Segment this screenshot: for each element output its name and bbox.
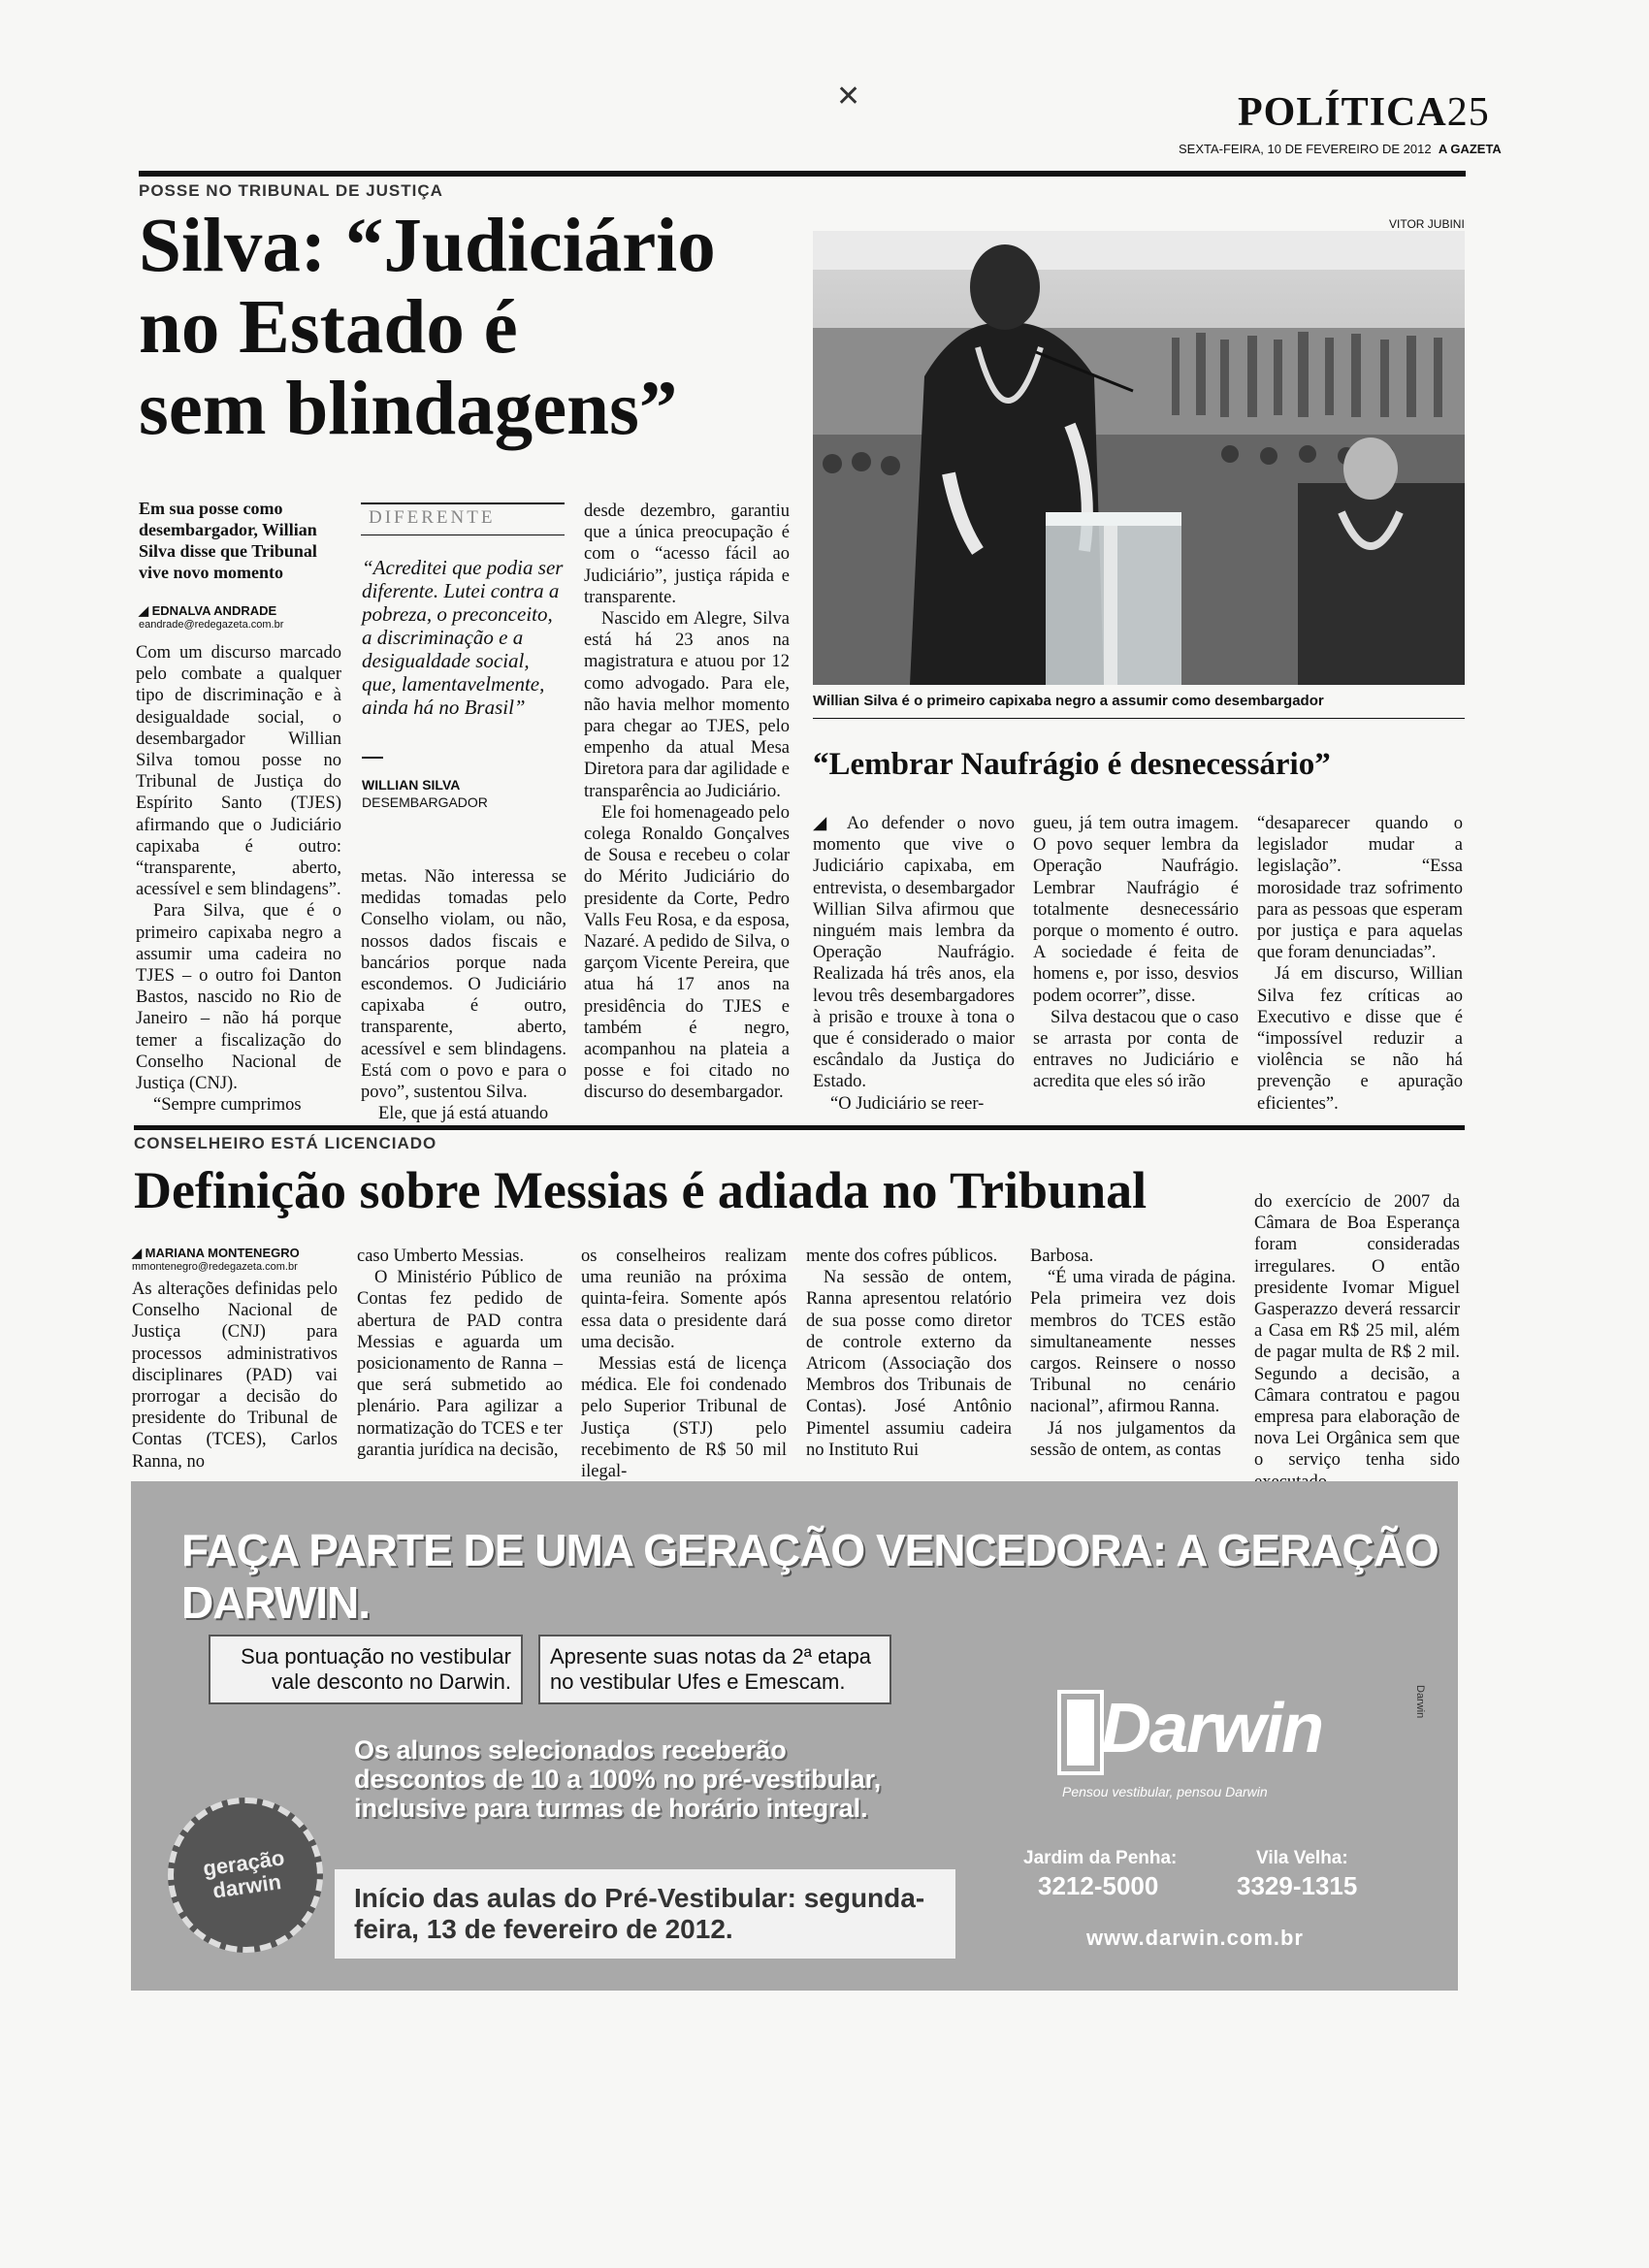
ad-url: www.darwin.com.br — [1086, 1926, 1304, 1950]
article2-col6 — [1254, 1191, 1460, 1493]
ad-headline: FAÇA PARTE DE UMA GERAÇÃO VENCEDORA: A GERAÇÃO DARWIN. — [181, 1525, 1439, 1628]
geracao-badge — [168, 1798, 323, 1953]
quote-attribution — [362, 776, 488, 811]
ad-box2: Apresente suas notas da 2ª etapa no vestibular Ufes e Emescam. — [538, 1635, 891, 1704]
location-1: Jardim da Penha: — [1023, 1848, 1178, 1868]
badge-text: geração darwin — [201, 1845, 286, 1903]
darwin-logo-icon — [1057, 1690, 1104, 1775]
paragraph: “O Judiciário se reer- — [830, 1093, 985, 1114]
paragraph: Com um discurso marcado pelo combate a qualquer tipo de discriminação e à desigualdade social, o desembargador Willian Silva tomou posse no Tribunal de Justiça do Espírito Santo (TJES) afirmando que o Judiciário capixaba é outro: “transparente, aberto, acessível e sem blindagens”. — [136, 643, 341, 900]
darwin-slogan: Pensou vestibular, pensou Darwin — [1062, 1784, 1268, 1799]
article2-col4 — [806, 1246, 1012, 1461]
phone-1: 3212-5000 — [1038, 1871, 1159, 1900]
margin-mark: ✕ — [836, 81, 861, 113]
paragraph: gueu, já tem outra imagem. O povo sequer lembra da Operação Naufrágio. Lembrar Naufrágio é totalmente desnecessário porque o momento é outro. A sociedade é feita de homens e, por isso, desvios podem ocorrer”, disse. — [1033, 814, 1239, 1006]
location-2: Vila Velha: — [1256, 1848, 1348, 1868]
headline-line: no Estado é — [139, 285, 518, 370]
section-name: POLÍTICA — [1238, 90, 1447, 135]
paragraph: desde dezembro, garantiu que a única preocupação é com o “acesso fácil ao Judiciário”, justiça rápida e transparente. — [584, 502, 790, 607]
paragraph: Silva destacou que o caso se arrasta por conta de entraves no Judiciário e acredita que eles só irão — [1033, 1007, 1239, 1092]
sidebar-headline: “Lembrar Naufrágio é desnecessário” — [813, 747, 1331, 782]
article1-col3 — [584, 501, 790, 1104]
darwin-ad — [131, 1481, 1458, 1991]
quote-label: DIFERENTE — [369, 507, 496, 528]
date-text: SEXTA-FEIRA, 10 DE FEVEREIRO DE 2012 — [1179, 142, 1432, 156]
darwin-brand: Darwin — [1101, 1690, 1323, 1767]
article-photo — [813, 231, 1465, 685]
article1-deck: Em sua posse como desembargador, Willian Silva disse que Tribunal vive novo momento — [139, 499, 317, 582]
paragraph: “desaparecer quando o legislador mudar a legislação”. “Essa morosidade traz sofrimento para as pessoas que esperam por justiça e para aquelas que foram denunciadas”. — [1257, 814, 1463, 963]
paragraph: Ele, que já está atuando — [378, 1104, 549, 1124]
article1-email: eandrade@redegazeta.com.br — [139, 619, 284, 631]
headline-line: Silva: “Judiciário — [139, 204, 716, 288]
quote-name: WILLIAN SILVA — [362, 777, 461, 793]
paragraph: mente dos cofres públicos. — [806, 1247, 998, 1266]
page-number: 25 — [1446, 90, 1490, 135]
phone-2: 3329-1315 — [1237, 1871, 1358, 1900]
article1-kicker: POSSE NO TRIBUNAL DE JUSTIÇA — [139, 181, 443, 200]
quote-role: DESEMBARGADOR — [362, 794, 488, 810]
article2-col5 — [1030, 1246, 1236, 1461]
ad-box1: Sua pontuação no vestibular vale desconto no Darwin. — [209, 1635, 523, 1704]
paragraph: Barbosa. — [1030, 1247, 1094, 1266]
quote-dash — [362, 757, 383, 759]
photo-caption: Willian Silva é o primeiro capixaba negro a assumir como desembargador — [813, 693, 1324, 709]
paragraph: As alterações definidas pelo Conselho Nacional de Justiça (CNJ) para processos administrativos disciplinares (PAD) vai prorrogar a decisão do presidente do Tribunal de Contas (TCES), Carlos Ranna, no — [132, 1280, 338, 1472]
sidebar-col2 — [1033, 813, 1239, 1093]
article2-headline: Definição sobre Messias é adiada no Tribunal — [134, 1161, 1148, 1219]
article2-kicker: CONSELHEIRO ESTÁ LICENCIADO — [134, 1134, 437, 1152]
paragraph: metas. Não interessa se medidas tomadas pelo Conselho violam, ou não, nossos dados fiscais e bancários porque nada escondemos. O Judiciário capixaba é outro, transparente, aberto, acessível e sem blindagens. Está com o povo e para o povo”, sustentou Silva. — [361, 867, 566, 1103]
caption-rule — [813, 718, 1465, 719]
quote-top-rule — [361, 502, 565, 504]
ad-side-code: Darwin — [1414, 1685, 1426, 1719]
paper-name: A GAZETA — [1438, 142, 1502, 156]
section-divider — [134, 1125, 1465, 1130]
article1-headline — [139, 206, 779, 450]
paragraph: Na sessão de ontem, Ranna apresentou relatório de sua posse como diretor de controle externo da Atricom (Associação dos Membros dos Tribunais de Contas). José Antônio Pimentel assumiu cadeira no Instituto Rui — [806, 1268, 1012, 1460]
article1-col1 — [136, 642, 341, 1116]
page-date — [1179, 142, 1502, 156]
ad-start: Início das aulas do Pré-Vestibular: segunda-feira, 13 de fevereiro de 2012. — [335, 1869, 955, 1959]
byline-name: EDNALVA ANDRADE — [151, 603, 277, 618]
section-title — [1238, 89, 1490, 136]
header-rule — [139, 171, 1466, 177]
paragraph: do exercício de 2007 da Câmara de Boa Esperança foram consideradas irregulares. O então presidente Ivomar Miguel Gasperazzo deverá ressarcir a Casa em R$ 25 mil, além de pagar multa de R$ 2 mil. Segundo a decisão, a Câmara contratou e pagou empresa para elaboração de nova Lei Orgânica sem que o serviço tenha sido — [1254, 1192, 1460, 1471]
ad-offer: Os alunos selecionados receberão descontos de 10 a 100% no pré-vestibular, inclusive para turmas de horário integral. — [354, 1735, 882, 1823]
article2-col2 — [357, 1246, 563, 1461]
paragraph: os conselheiros realizam uma reunião na próxima quinta-feira. Somente após essa data o presidente dará uma decisão. — [581, 1247, 787, 1352]
paragraph: Para Silva, que é o primeiro capixaba negro a assumir uma cadeira no TJES – o outro foi Danton Bastos, nascido no Rio de Janeiro – não há porque temer a fiscalização do Conselho Nacional de Justiça (CNJ). — [136, 901, 341, 1094]
photo-credit: VITOR JUBINI — [1389, 217, 1465, 231]
sidebar-col3 — [1257, 813, 1463, 1115]
article2-byline: ◢ MARIANA MONTENEGRO — [132, 1246, 300, 1260]
byline-name: MARIANA MONTENEGRO — [145, 1246, 300, 1260]
paragraph: Já em discurso, Willian Silva fez críticas ao Executivo e disse que é “impossível reduzir a violência se não há prevenção e apuração eficientes”. — [1257, 964, 1463, 1114]
paragraph: Já nos julgamentos da sessão de ontem, as contas — [1030, 1418, 1236, 1460]
article2-email: mmontenegro@redegazeta.com.br — [132, 1261, 298, 1273]
paragraph-text: Ao defender o novo momento que vive o Judiciário capixaba, em entrevista, o desembargador Willian Silva afirmou que ninguém mais lembra da Operação Naufrágio. Realizada há três anos, ela levou três desembargadores à prisão e trouxe à tona o que é considerado o maior escândalo da Justiça do Estado. — [813, 814, 1015, 1092]
paragraph: Ele foi homenageado pelo colega Ronaldo Gonçalves de Sousa e recebeu o colar do Mérito Judiciário do presidente da Corte, Pedro Valls Feu Rosa, e da esposa, Nazaré. A pedido de Silva, o garçom Vicente Pereira, que atua há 17 anos na presidência do TJES e também é negro, acompanhou na plateia a posse e foi citado no discurso do desembargador. — [584, 802, 790, 1103]
paragraph: “Sempre cumprimos — [153, 1095, 302, 1116]
headline-line: sem blindagens” — [139, 367, 678, 451]
paragraph: Nascido em Alegre, Silva está há 23 anos na magistratura e atuou por 12 como advogado. Para ele, não havia melhor momento para chegar ao TJES, pelo empenho da atual Mesa Diretora para dar agilidade e transparência ao Judiciário. — [584, 609, 790, 801]
article1-col2 — [361, 866, 566, 1124]
paragraph: ◢ Ao defender o novo momento que vive o Judiciário capixaba, em entrevista, o desembargador Willian Silva afirmou que ninguém mais lembra da Operação Naufrágio. Realizada há três anos, ela levou três desembargadores à prisão e trouxe à tona o que é considerado o maior escândalo da Justiça do Estado. — [813, 814, 1015, 1092]
article1-byline: ◢ EDNALVA ANDRADE — [139, 603, 277, 618]
sidebar-col1 — [813, 813, 1015, 1115]
paragraph: “É uma virada de página. Pela primeira vez dois membros do TCES estão simultaneamente nesses cargos. Reinsere o nosso Tribunal no cenário nacional”, afirmou Ranna. — [1030, 1268, 1236, 1417]
paragraph: Messias está de licença médica. Ele foi condenado pelo Superior Tribunal de Justiça (STJ) pelo recebimento de R$ 50 mil ilegal- — [581, 1354, 787, 1482]
article2-col1 — [132, 1279, 338, 1473]
article2-col3 — [581, 1246, 787, 1482]
paragraph: O Ministério Público de Contas fez pedido de abertura de PAD contra Messias e aguarda um posicionamento de Ranna – que será submetido ao plenário. Para agilizar a normatização do TCES e ter garantia jurídica na decisão, — [357, 1268, 563, 1460]
paragraph: caso Umberto Messias. — [357, 1247, 525, 1266]
photo-scene — [813, 231, 1465, 685]
pull-quote: “Acreditei que podia ser diferente. Lutei contra a pobreza, o preconceito, a discriminação e a desigualdade social, que, lamentavelmente, ainda há no Brasil” — [362, 556, 564, 719]
